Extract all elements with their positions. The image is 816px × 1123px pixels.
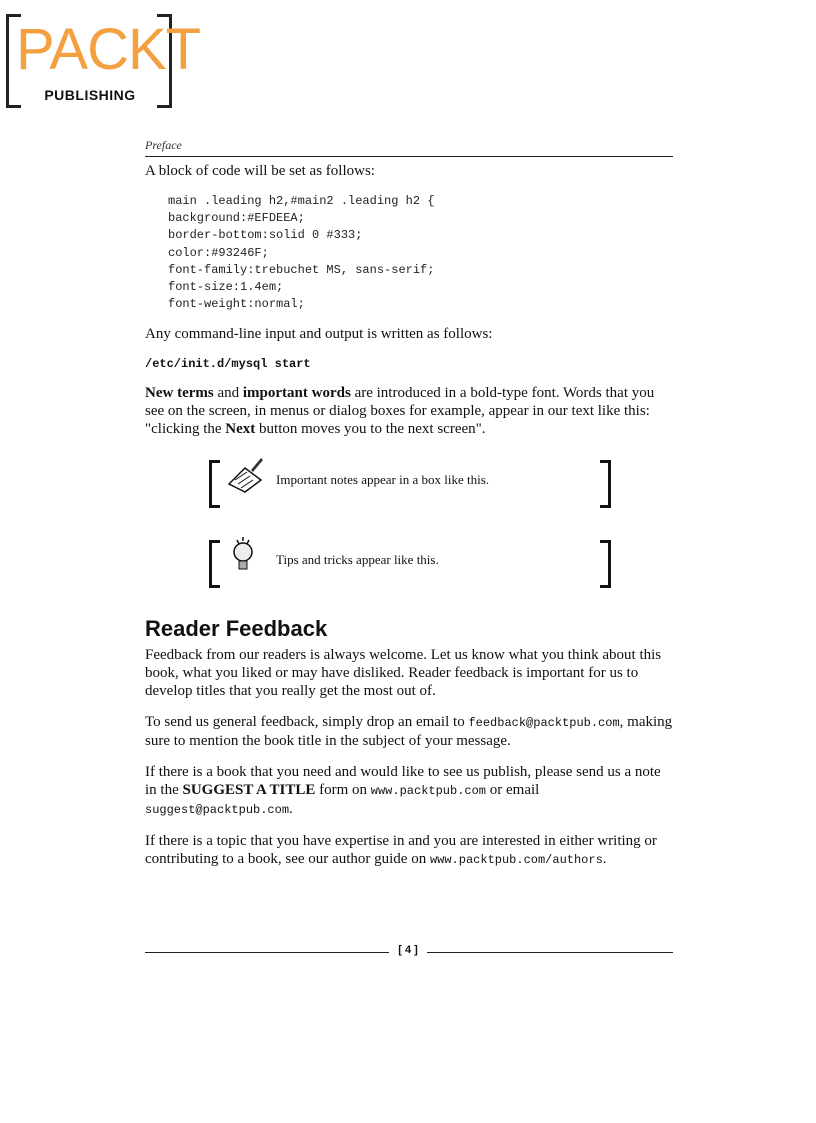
code-intro: A block of code will be set as follows: [145, 163, 375, 179]
note-text: Important notes appear in a box like this. [276, 472, 490, 488]
note-right-bracket [600, 460, 611, 508]
note-box [145, 456, 673, 526]
terms-paragraph [145, 384, 673, 438]
suggest-email[interactable]: suggest@packtpub.com [145, 803, 290, 818]
text-run: To send us general feedback, simply drop an email to [145, 714, 469, 731]
logo-subtitle: PUBLISHING [28, 87, 152, 103]
feedback-paragraph-1: Feedback from our readers is always welcome. Let us know what you think about this book, what you liked or may have disliked. Reader feedback is important for us to develop titles that you really get the most out of. [145, 647, 662, 700]
text-run: and [213, 385, 243, 402]
site-link[interactable]: www.packtpub.com [370, 784, 486, 799]
code-line: font-family:trebuchet MS, sans-serif; [168, 262, 435, 277]
code-line: font-size:1.4em; [168, 280, 284, 295]
section-heading: Reader Feedback [145, 616, 328, 642]
feedback-paragraph-2 [145, 713, 673, 750]
page-content [145, 162, 673, 882]
command-intro: Any command-line input and output is written as follows: [145, 326, 493, 343]
text-run: or email [486, 782, 540, 799]
text-run: form on [315, 782, 371, 799]
bold-important-words: important words [242, 385, 351, 402]
feedback-paragraph-4 [145, 832, 673, 869]
bold-next: Next [225, 421, 256, 438]
footer-rule-left [145, 952, 389, 953]
footer-rule-right [427, 952, 673, 953]
text-run: If there is a topic that you have expertise in and you are interested in either writing or contributing to a book, see our author guide on [145, 833, 657, 868]
code-line: main .leading h2,#main2 .leading h2 { [168, 194, 435, 208]
code-line: border-bottom:solid 0 #333; [168, 228, 363, 243]
lightbulb-icon [225, 536, 265, 576]
text-run: If there is a book that you need and would like to see us publish, please send us a note in the [145, 764, 661, 799]
feedback-paragraph-3 [145, 763, 673, 819]
tip-box [145, 536, 673, 606]
text-run: . [289, 801, 293, 818]
tip-right-bracket [600, 540, 611, 588]
bold-suggest-title: SUGGEST A TITLE [182, 782, 316, 799]
page-number: [ 4 ] [398, 944, 418, 956]
note-pen-icon [225, 456, 265, 496]
code-line: font-weight:normal; [168, 297, 305, 312]
code-line: background:#EFDEEA; [168, 211, 305, 226]
code-line: color:#93246F; [168, 245, 269, 260]
section-title: Preface [145, 138, 182, 152]
text-run: . [602, 851, 607, 868]
tip-text: Tips and tricks appear like this. [276, 552, 439, 568]
packt-logo [6, 14, 201, 106]
running-header [145, 136, 673, 157]
feedback-email[interactable]: feedback@packtpub.com [468, 716, 620, 731]
tip-left-bracket [209, 540, 220, 588]
note-left-bracket [209, 460, 220, 508]
code-block [168, 193, 673, 313]
text-run: , making sure to mention the book title in the subject of your message. [145, 714, 673, 750]
page-footer [145, 944, 673, 960]
logo-brand-text: PACKT [16, 17, 201, 82]
author-guide-link[interactable]: www.packtpub.com/authors [429, 853, 603, 868]
text-run: button moves you to the next screen". [255, 421, 486, 438]
command-line: /etc/init.d/mysql start [145, 357, 311, 372]
bold-new-terms: New terms [145, 385, 214, 402]
text-run: are introduced in a bold-type font. Words that you see on the screen, in menus or dialog boxes for example, appear in our text like this: "clicking the [145, 385, 655, 438]
